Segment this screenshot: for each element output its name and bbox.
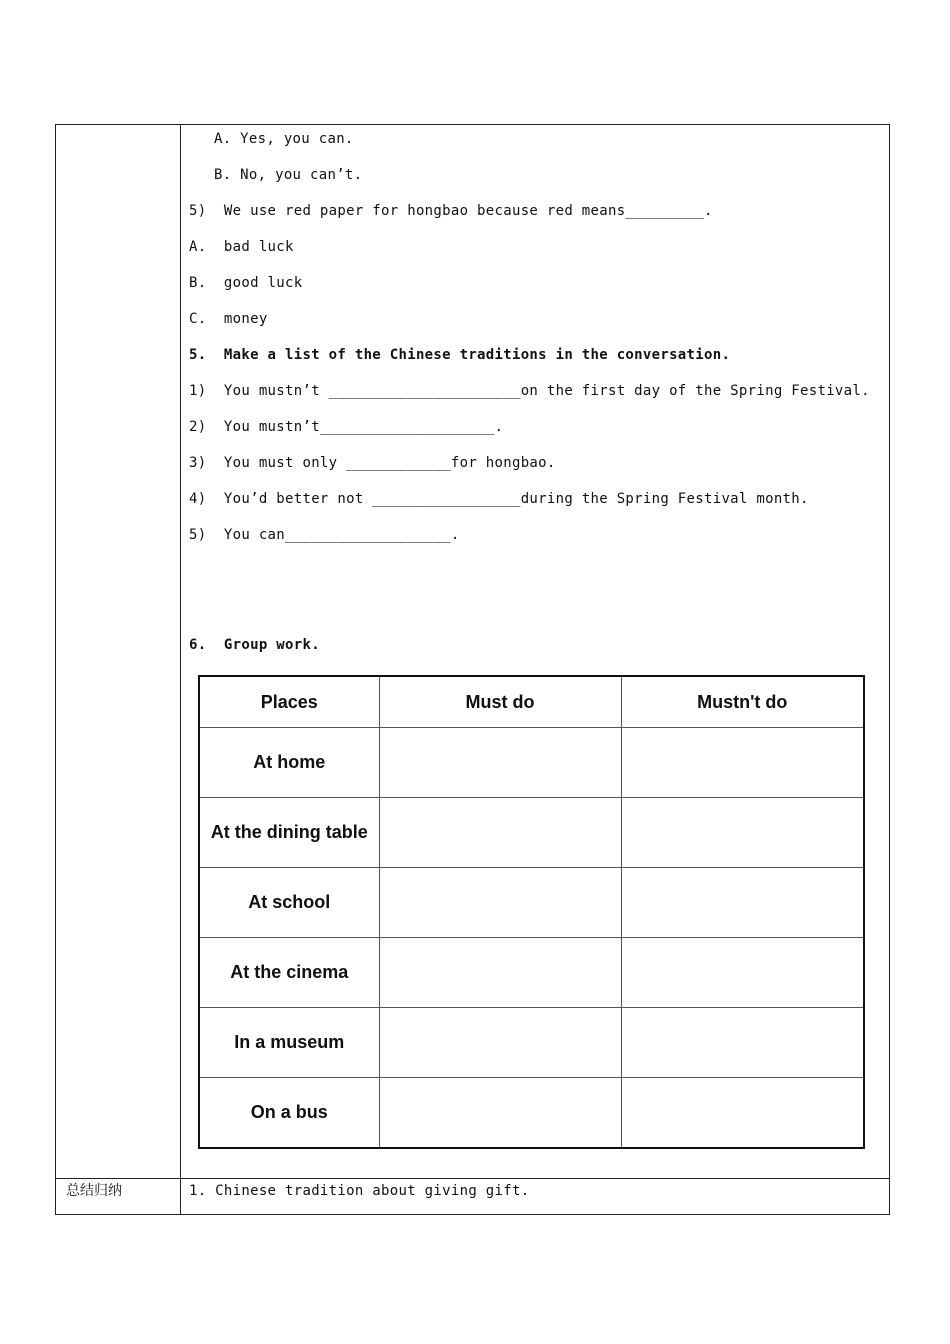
option-a-yes: A. Yes, you can. [214,131,354,147]
mustnt-do-cell[interactable] [621,1008,864,1078]
list-item-1: 1) You mustn’t ______________________on the first day of the Spring Festival. [189,383,870,399]
option-b-no: B. No, you can’t. [214,167,363,183]
place-cell: In a museum [199,1008,379,1078]
must-do-cell[interactable] [379,798,621,868]
table-row [199,938,864,1008]
option-a-bad-luck: A. bad luck [189,239,294,255]
place-cell: On a bus [199,1078,379,1149]
table-row [199,868,864,938]
summary-label: 总结归纳 [66,1183,122,1199]
question-5: 5) We use red paper for hongbao because red means_________. [189,203,713,219]
header-mustnt-do: Mustn't do [621,676,864,728]
list-item-3: 3) You must only ____________for hongbao. [189,455,556,471]
place-cell: At home [199,728,379,798]
list-item-4: 4) You’d better not _________________during the Spring Festival month. [189,491,809,507]
table-row [199,1008,864,1078]
place-cell: At the cinema [199,938,379,1008]
header-must-do: Must do [379,676,621,728]
mustnt-do-cell[interactable] [621,1078,864,1149]
option-b-good-luck: B. good luck [189,275,303,291]
table-header-row [199,676,864,728]
must-do-cell[interactable] [379,868,621,938]
must-do-cell[interactable] [379,1078,621,1149]
row-divider [56,1178,889,1179]
mustnt-do-cell[interactable] [621,868,864,938]
must-do-cell[interactable] [379,728,621,798]
header-places: Places [199,676,379,728]
section-5-heading: 5. Make a list of the Chinese traditions in the conversation. [189,347,731,363]
mustnt-do-cell[interactable] [621,938,864,1008]
column-divider [180,125,181,1214]
option-c-money: C. money [189,311,268,327]
mustnt-do-cell[interactable] [621,798,864,868]
table-row [199,728,864,798]
table-row [199,798,864,868]
place-cell: At the dining table [199,798,379,868]
summary-text: 1. Chinese tradition about giving gift. [189,1183,530,1199]
mustnt-do-cell[interactable] [621,728,864,798]
list-item-2: 2) You mustn’t____________________. [189,419,504,435]
place-cell: At school [199,868,379,938]
group-work-table [198,675,865,1149]
must-do-cell[interactable] [379,1008,621,1078]
must-do-cell[interactable] [379,938,621,1008]
list-item-5: 5) You can___________________. [189,527,460,543]
section-6-heading: 6. Group work. [189,637,320,653]
table-row [199,1078,864,1149]
